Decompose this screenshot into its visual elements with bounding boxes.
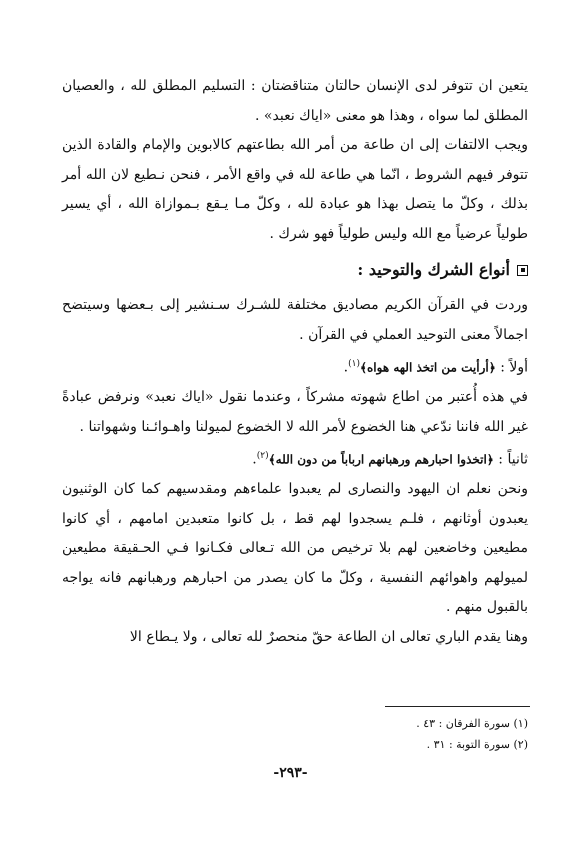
intro-paragraph-2: ويجب الالتفات إلى ان طاعة من أمر الله بطاعتهم كالابوين والإمام والقادة الذين تتوفر فيهم الشروط ، انّما هي طاعة لله في واقع الأمر ، فنحن نـطيع لان الله أمر بذلك ، وكلّ ما يتصل بهذا هو عبادة لله ، وكلّ مـا يـقع بـموازاة الله ، أي يسير طولياً عرضياً مع الله وليس طولياً فهو شرك .	[62, 137, 528, 242]
second-point-title	[62, 442, 528, 475]
page-number: -٢٩٣-	[273, 765, 308, 781]
footnote-ref-2: (٢)	[256, 451, 269, 462]
intro-paragraph-1: يتعين ان تتوفر لدى الإنسان حالتان متناقضتان : التسليم المطلق لله ، والعصيان المطلق لما سواه ، وهذا هو معنى «اياك نعبد» .	[62, 78, 528, 124]
second-point-quote: ﴿اتخذوا احبارهم ورهبانهم ارباباً من دون الله﴾	[268, 452, 494, 467]
first-point-title	[62, 350, 528, 383]
second-point-paragraph: ونحن نعلم ان اليهود والنصارى لم يعبدوا علماءهم ومقدسيهم كما كان الوثنيون يعبدون أوثانهم ، فلـم يسجدوا لهم قط ، بل كانوا متعبدين امامهم ، أي كانوا مطيعين وخاضعين لهم بلا ترخيص من الله تـعالى فكـانوا فـي الحـقيقة مطيعين لميولهم واهوائهم النفسية ، وكلّ ما كان يصدر من احبارهم ورهبانهم فانه يواجه بالقبول منهم .	[62, 481, 528, 616]
page-body	[62, 72, 528, 652]
first-point-lead: أولاً :	[500, 359, 528, 376]
second-point-lead: ثانياً :	[498, 451, 528, 468]
first-point-paragraph: في هذه أُعتبر من اطاع شهوته مشركاً ، وعندما نقول «اياك نعبد» ونرفض عبادةً غير الله فاننا ندّعي هنا الخضوع لأمر الله لا الخضوع لميولنا واهـوائـنا وشهواتنا .	[62, 389, 528, 435]
closing-paragraph: وهنا يقدم الباري تعالى ان الطاعة حقّ منحصرٌ لله تعالى ، ولا يـطاع الا	[129, 628, 528, 645]
footnote-1: (١) سورة الفرقان : ٤٣ .	[416, 717, 528, 730]
section-heading	[62, 255, 528, 285]
first-point-end: .	[343, 359, 349, 376]
second-point-end: .	[252, 451, 257, 468]
section-heading-text: أنواع الشرك والتوحيد :	[357, 260, 510, 279]
footnote-2: (٢) سورة التوبة : ٣١ .	[426, 738, 528, 751]
footnote-divider	[385, 706, 530, 707]
footnotes	[62, 713, 528, 755]
section-intro-paragraph: وردت في القرآن الكريم مصاديق مختلفة للشـرك سـنشير إلى بـعضها وسيتضح اجمالاً معنى التوحيد العملي في القرآن .	[62, 297, 528, 343]
first-point-quote: ﴿أرأيت من اتخذ الهه هواه﴾	[359, 360, 496, 375]
footnote-ref-1: (١)	[348, 359, 360, 369]
square-bullet-icon	[517, 265, 528, 276]
